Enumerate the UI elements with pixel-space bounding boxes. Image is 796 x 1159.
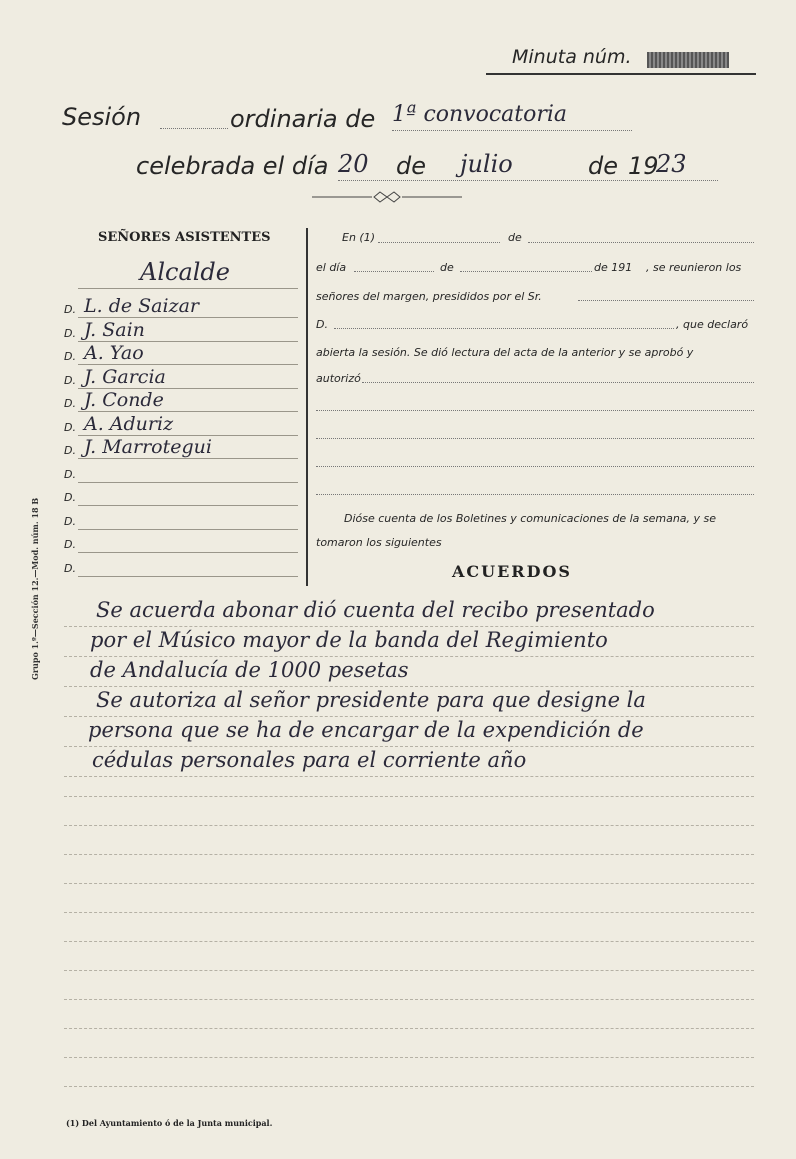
acuerdo-rule xyxy=(64,776,754,777)
intro-dot-10 xyxy=(316,466,754,467)
attendee-line xyxy=(78,482,298,483)
acuerdo-rule xyxy=(64,656,754,657)
year-handwritten: 23 xyxy=(656,150,687,178)
attendee-name: L. de Saizar xyxy=(84,295,199,317)
blank-rule xyxy=(64,854,754,855)
minuta-underline xyxy=(486,73,756,75)
attendee-name: J. Garcia xyxy=(84,365,166,388)
year-printed: 19 xyxy=(628,152,659,180)
alcalde-handwritten: Alcalde xyxy=(140,258,230,286)
attendee-prefix: D. xyxy=(64,373,76,387)
intro-line2: señores del margen, presididos por el Sr. xyxy=(316,290,542,303)
intro-de-b: de xyxy=(440,261,454,274)
attendee-name: J. Sain xyxy=(84,318,145,341)
form-code: Grupo 1.º—Sección 12.—Mod. núm. 18 B xyxy=(30,497,40,680)
attendee-line xyxy=(78,458,298,459)
acuerdo-rule xyxy=(64,746,754,747)
convocatoria-dotline xyxy=(392,130,632,131)
intro-dot-3 xyxy=(354,271,434,272)
intro-year: de 191 xyxy=(594,261,633,274)
attendee-prefix: D. xyxy=(64,350,76,363)
de-label-1: de xyxy=(396,152,426,180)
attendee-line xyxy=(78,505,298,506)
acuerdo-line: por el Músico mayor de la banda del Regimiento xyxy=(90,628,608,652)
intro-dot-5 xyxy=(578,300,754,301)
boletines-line2: tomaron los siguientes xyxy=(316,536,442,549)
intro-line5: autorizó xyxy=(316,372,361,385)
blank-rule xyxy=(64,1028,754,1029)
boletines-line1: Dióse cuenta de los Boletines y comunicaciones de la semana, y se xyxy=(344,512,717,525)
intro-el-dia: el día xyxy=(316,261,347,274)
acuerdo-line: Se autoriza al señor presidente para que designe la xyxy=(96,688,646,712)
attendee-name: J. Conde xyxy=(84,389,164,411)
intro-dot-1 xyxy=(378,242,500,243)
attendee-prefix: D. xyxy=(64,397,76,410)
acuerdo-line: cédulas personales para el corriente año xyxy=(92,748,527,772)
acuerdo-line: persona que se ha de encargar de la expendición de xyxy=(88,718,644,742)
intro-line4: abierta la sesión. Se dió lectura del acta de la anterior y se aprobó y xyxy=(316,346,694,359)
blank-rule xyxy=(64,941,754,942)
sesion-dotline xyxy=(160,128,228,129)
blank-rule xyxy=(64,912,754,913)
ornament-divider xyxy=(312,190,462,204)
acuerdo-rule xyxy=(64,686,754,687)
intro-en: En (1) xyxy=(342,231,375,244)
acuerdos-title: ACUERDOS xyxy=(452,562,572,581)
attendee-name: A. Yao xyxy=(84,342,144,364)
intro-dot-9 xyxy=(316,438,754,439)
alcalde-line xyxy=(78,288,298,289)
celebrada-dotline xyxy=(338,180,718,181)
attendee-name: A. Aduriz xyxy=(84,412,174,435)
blank-rule xyxy=(64,999,754,1000)
intro-dot-2 xyxy=(528,242,754,243)
intro-reunieron: , se reunieron los xyxy=(646,261,742,274)
attendee-prefix: D. xyxy=(64,326,76,340)
attendee-line xyxy=(78,529,298,530)
attendee-prefix: D. xyxy=(64,444,76,457)
attendee-prefix: D. xyxy=(64,420,76,434)
day-handwritten: 20 xyxy=(338,150,369,178)
intro-declaro: , que declaró xyxy=(676,318,749,331)
convocatoria-handwritten: 1ª convocatoria xyxy=(392,102,568,127)
attendee-line xyxy=(78,552,298,553)
intro-dot-7 xyxy=(362,382,754,383)
intro-dot-4 xyxy=(460,271,592,272)
attendee-prefix: D. xyxy=(64,514,76,528)
attendee-prefix: D. xyxy=(64,491,76,504)
intro-dot-6 xyxy=(334,328,674,329)
footnote: (1) Del Ayuntamiento ó de la Junta municipal. xyxy=(66,1118,273,1128)
intro-d: D. xyxy=(316,318,328,331)
column-divider xyxy=(306,228,308,586)
celebrada-label: celebrada el día xyxy=(136,152,329,180)
intro-dot-8 xyxy=(316,410,754,411)
attendee-line xyxy=(78,576,298,577)
intro-de: de xyxy=(508,231,522,244)
blank-rule xyxy=(64,970,754,971)
blank-rule xyxy=(64,1057,754,1058)
acuerdo-rule xyxy=(64,626,754,627)
attendee-prefix: D. xyxy=(64,538,76,551)
ordinaria-label: ordinaria de xyxy=(230,105,376,133)
de-label-2: de xyxy=(588,152,618,180)
acuerdo-line: Se acuerda abonar dió cuenta del recibo presentado xyxy=(96,598,655,622)
minuta-label: Minuta núm. xyxy=(512,46,632,68)
redacted-number xyxy=(647,52,729,68)
attendee-prefix: D. xyxy=(64,561,76,575)
month-handwritten: julio xyxy=(460,150,513,178)
acuerdo-rule xyxy=(64,716,754,717)
sesion-label: Sesión xyxy=(62,103,142,131)
attendee-name: J. Marrotegui xyxy=(84,436,212,458)
attendees-title: SEÑORES ASISTENTES xyxy=(98,230,271,245)
attendee-prefix: D. xyxy=(64,467,76,481)
attendee-prefix: D. xyxy=(64,303,76,316)
intro-dot-11 xyxy=(316,494,754,495)
blank-rule xyxy=(64,825,754,826)
blank-rule xyxy=(64,1086,754,1087)
acuerdo-line: de Andalucía de 1000 pesetas xyxy=(90,658,409,682)
blank-rule xyxy=(64,883,754,884)
blank-rule xyxy=(64,796,754,797)
